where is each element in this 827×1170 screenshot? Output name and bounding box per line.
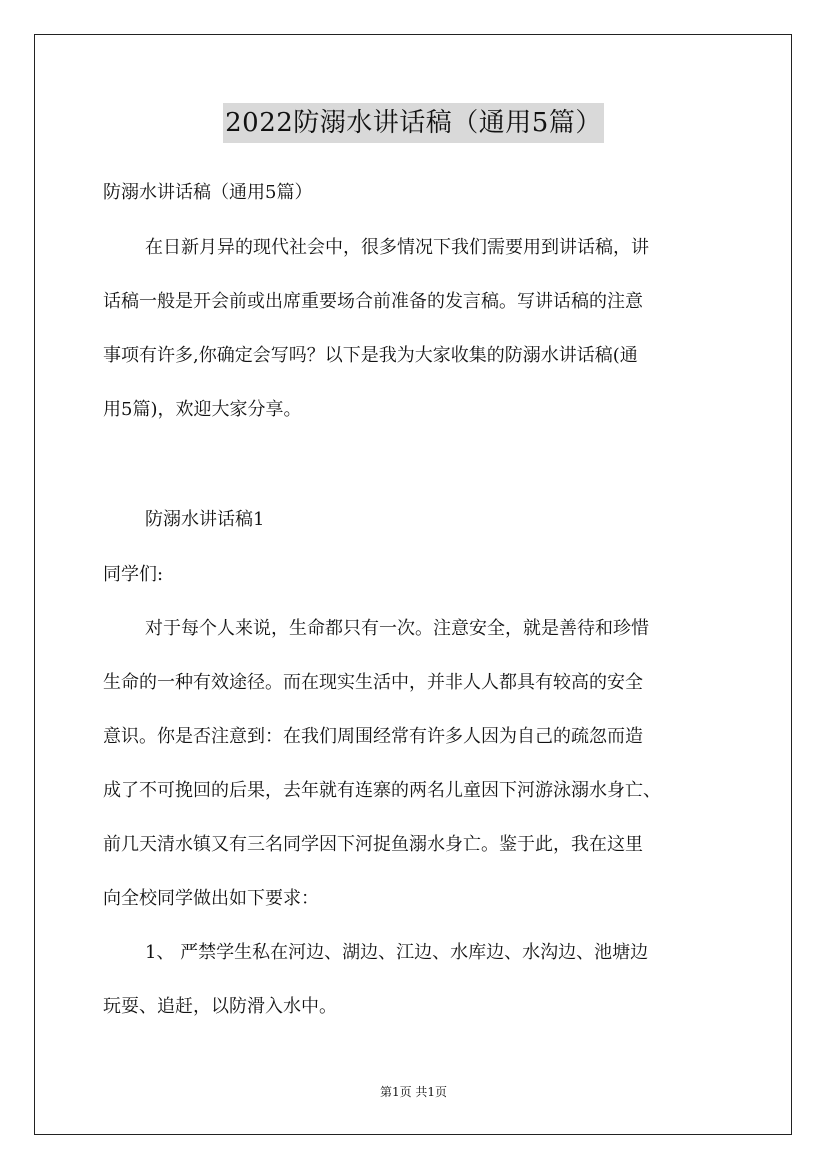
body-line: 对于每个人来说，生命都只有一次。注意安全，就是善待和珍惜 (145, 618, 649, 639)
intro-line: 话稿一般是开会前或出席重要场合前准备的发言稿。写讲话稿的注意 (103, 291, 643, 312)
body-line: 意识。你是否注意到：在我们周围经常有许多人因为自己的疏忽而造 (103, 726, 643, 747)
document-title: 2022防溺水讲话稿（通用5篇） (223, 103, 604, 143)
body-line: 向全校同学做出如下要求： (103, 888, 319, 909)
rule-line: 1、 严禁学生私在河边、湖边、江边、水库边、水沟边、池塘边 (145, 942, 649, 963)
body-line: 成了不可挽回的后果，去年就有连寨的两名儿童因下河游泳溺水身亡、 (103, 780, 661, 801)
title-container (0, 103, 827, 143)
intro-line: 用5篇)，欢迎大家分享。 (103, 399, 302, 420)
page-footer: 第1页 共1页 (379, 1085, 448, 1099)
intro-line: 事项有许多,你确定会写吗？以下是我为大家收集的防溺水讲话稿(通 (103, 345, 638, 366)
body-line: 前几天清水镇又有三名同学因下河捉鱼溺水身亡。鉴于此，我在这里 (103, 834, 643, 855)
subtitle: 防溺水讲话稿（通用5篇） (103, 182, 313, 203)
section-heading: 防溺水讲话稿1 (145, 509, 265, 530)
body-line: 生命的一种有效途径。而在现实生活中，并非人人都具有较高的安全 (103, 672, 643, 693)
rule-line: 玩耍、追赶，以防滑入水中。 (103, 996, 337, 1017)
greeting: 同学们: (103, 564, 164, 585)
intro-line: 在日新月异的现代社会中，很多情况下我们需要用到讲话稿，讲 (145, 237, 649, 258)
